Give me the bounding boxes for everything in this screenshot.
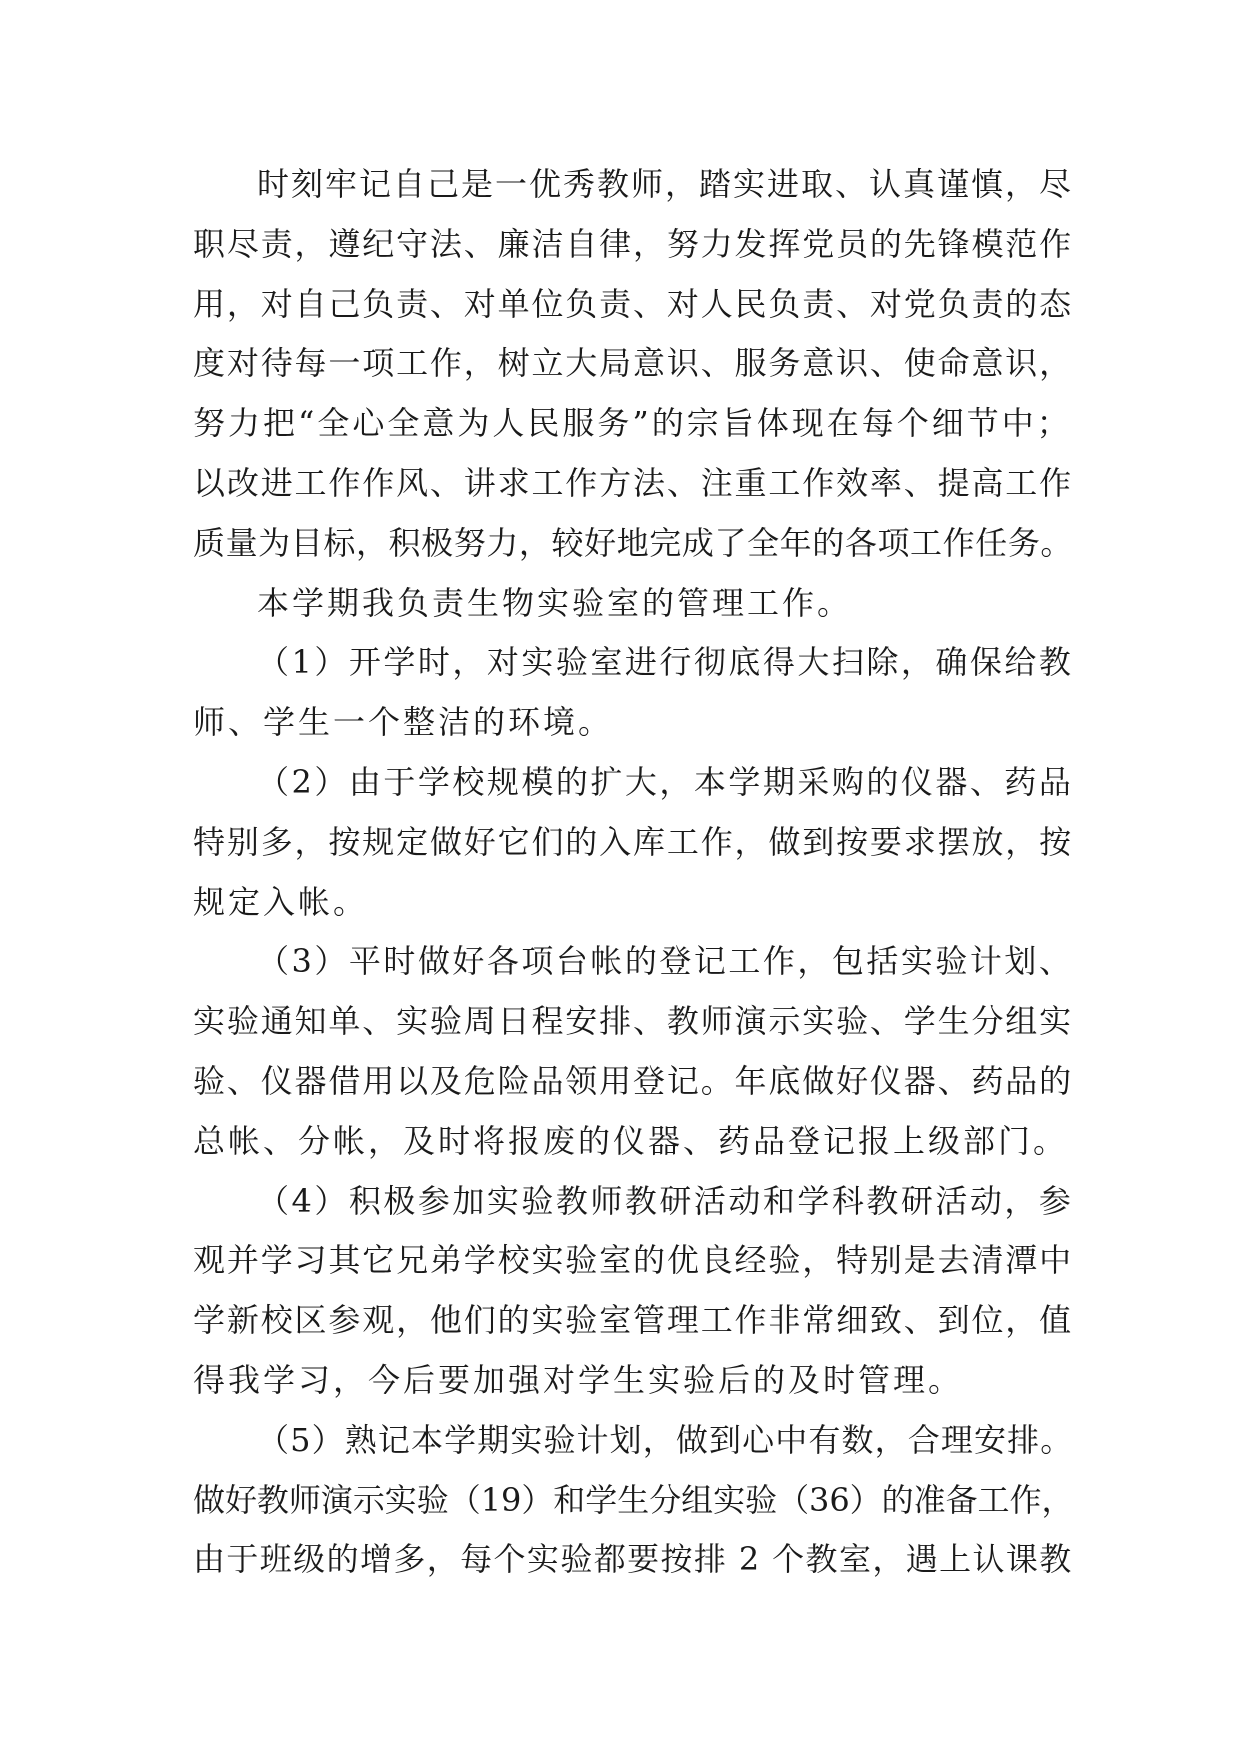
text-line: 用，对自己负责、对单位负责、对人民负责、对党负责的态 bbox=[193, 284, 1074, 323]
text-line: 观并学习其它兄弟学校实验室的优良经验，特别是去清潭中 bbox=[193, 1241, 1074, 1280]
text-line: 度对待每一项工作，树立大局意识、服务意识、使命意识， bbox=[193, 344, 1074, 383]
text-line: （3）平时做好各项台帐的登记工作，包括实验计划、 bbox=[257, 942, 1074, 981]
text-line: 时刻牢记自己是一优秀教师，踏实进取、认真谨慎，尽 bbox=[257, 165, 1074, 203]
text-line: 以改进工作作风、讲求工作方法、注重工作效率、提高工作 bbox=[193, 463, 1074, 502]
text-line: 职尽责，遵纪守法、廉洁自律，努力发挥党员的先锋模范作 bbox=[193, 224, 1074, 263]
text-line: 总帐、分帐，及时将报废的仪器、药品登记报上级部门。 bbox=[193, 1121, 1069, 1160]
text-line: 做好教师演示实验（19）和学生分组实验（36）的准备工作， bbox=[193, 1480, 1074, 1519]
text-line: （5）熟记本学期实验计划，做到心中有数，合理安排。 bbox=[257, 1420, 1074, 1459]
text-line: 质量为目标，积极努力，较好地完成了全年的各项工作任务。 bbox=[193, 523, 1074, 562]
text-line: （1）开学时，对实验室进行彻底得大扫除，确保给教 bbox=[257, 643, 1074, 682]
text-line: 学新校区参观，他们的实验室管理工作非常细致、到位，值 bbox=[193, 1301, 1074, 1340]
text-line: 实验通知单、实验周日程安排、教师演示实验、学生分组实 bbox=[193, 1002, 1074, 1041]
text-line: 验、仪器借用以及危险品领用登记。年底做好仪器、药品的 bbox=[193, 1061, 1074, 1100]
text-line: （4）积极参加实验教师教研活动和学科教研活动，参 bbox=[257, 1181, 1074, 1220]
text-line: （2）由于学校规模的扩大，本学期采购的仪器、药品 bbox=[257, 762, 1074, 801]
body-text bbox=[193, 155, 1073, 1590]
text-line: 规定入帐。 bbox=[193, 882, 369, 921]
text-line: 师、学生一个整洁的环境。 bbox=[193, 703, 614, 742]
text-line: 由于班级的增多，每个实验都要按排 2 个教室，遇上认课教 bbox=[193, 1540, 1073, 1579]
text-line: 本学期我负责生物实验室的管理工作。 bbox=[257, 583, 853, 622]
text-line: 得我学习，今后要加强对学生实验后的及时管理。 bbox=[193, 1360, 964, 1399]
text-line: 特别多，按规定做好它们的入库工作，做到按要求摆放，按 bbox=[193, 822, 1074, 861]
text-line: 努力把“全心全意为人民服务”的宗旨体现在每个细节中； bbox=[193, 404, 1072, 443]
